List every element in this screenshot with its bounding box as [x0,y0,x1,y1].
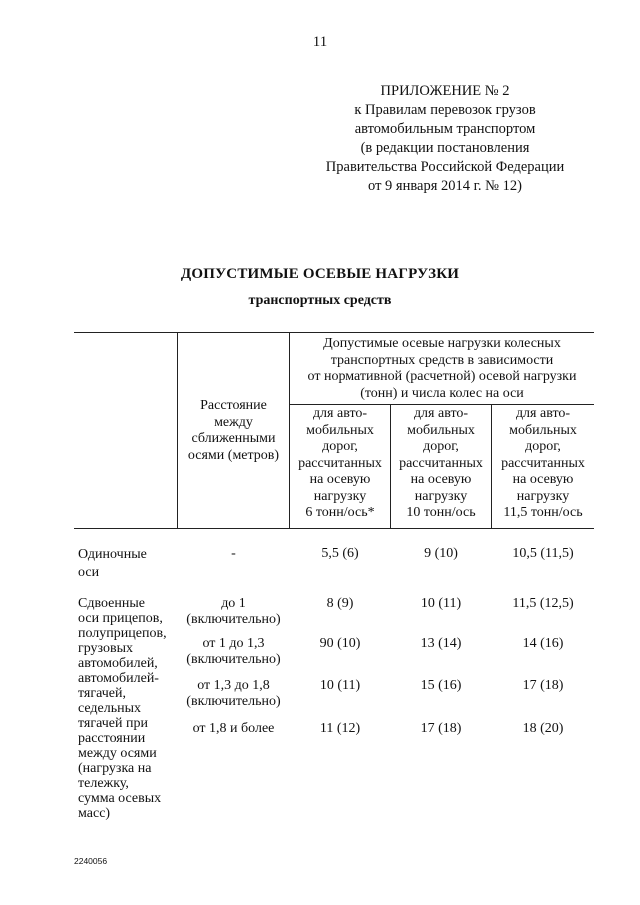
row-label-single-axle: Одиночные оси [78,547,147,580]
header-distance: Расстояние между сближенными осями (метров) [187,398,280,463]
row-label-dual-axle: Сдвоенные оси прицепов, полуприцепов, грузовых автомобилей, автомобилей- тягачей, седельных тягачей при расстоянии между осями (нагрузка на тележку, сумма осевых масс) [78,596,167,821]
table-top-border [74,332,594,333]
appendix-line: (в редакции постановления [360,140,530,156]
single-axle-distance: - [231,546,236,561]
appendix-line: Правительства Российской Федерации [325,159,565,175]
header-axle-load-group: Допустимые осевые нагрузки колесных транспортных средств в зависимости от нормативной (расчетной) осевой нагрузки (тонн) и числа колес на оси [307,336,577,401]
appendix-line: к Правилам перевозок грузов [354,102,536,118]
dual-axle-value-11-5t: 11,5 (12,5) [512,596,574,611]
single-axle-value-11-5t: 10,5 (11,5) [512,546,574,561]
table-subheader-top-border [289,404,594,405]
appendix-line: от 9 января 2014 г. № 12) [368,178,522,194]
dual-axle-value-10t: 10 (11) [420,596,462,611]
page-number: 11 [312,34,328,50]
dual-axle-value-10t: 17 (18) [420,721,462,736]
document-title: ДОПУСТИМЫЕ ОСЕВЫЕ НАГРУЗКИ [180,266,460,282]
dual-axle-distance: от 1 до 1,3 (включительно) [186,636,281,667]
dual-axle-value-6t: 90 (10) [319,636,361,651]
dual-axle-value-6t: 11 (12) [319,721,361,736]
dual-axle-value-10t: 13 (14) [420,636,462,651]
appendix-line: ПРИЛОЖЕНИЕ № 2 [380,83,510,99]
single-axle-value-6t: 5,5 (6) [321,546,359,561]
table-header-bottom-border [74,528,594,529]
dual-axle-distance: до 1 (включительно) [186,596,281,627]
subheader-6-tons: для авто- мобильных дорог, рассчитанных на осевую нагрузку 6 тонн/ось* [298,406,382,520]
dual-axle-distance: от 1,3 до 1,8 (включительно) [186,678,281,709]
appendix-header [300,82,590,196]
subheader-11-5-tons: для авто- мобильных дорог, рассчитанных на осевую нагрузку 11,5 тонн/ось [501,406,585,520]
document-subtitle: транспортных средств [248,293,392,308]
dual-axle-value-10t: 15 (16) [420,678,462,693]
footer-document-code: 2240056 [74,856,108,866]
dual-axle-value-11-5t: 18 (20) [522,721,564,736]
appendix-line: автомобильным транспортом [354,121,536,137]
dual-axle-value-6t: 10 (11) [319,678,361,693]
single-axle-value-10t: 9 (10) [424,546,458,561]
dual-axle-distance: от 1,8 и более [192,721,275,736]
dual-axle-value-11-5t: 17 (18) [522,678,564,693]
dual-axle-value-6t: 8 (9) [326,596,354,611]
dual-axle-value-11-5t: 14 (16) [522,636,564,651]
subheader-10-tons: для авто- мобильных дорог, рассчитанных на осевую нагрузку 10 тонн/ось [399,406,483,520]
